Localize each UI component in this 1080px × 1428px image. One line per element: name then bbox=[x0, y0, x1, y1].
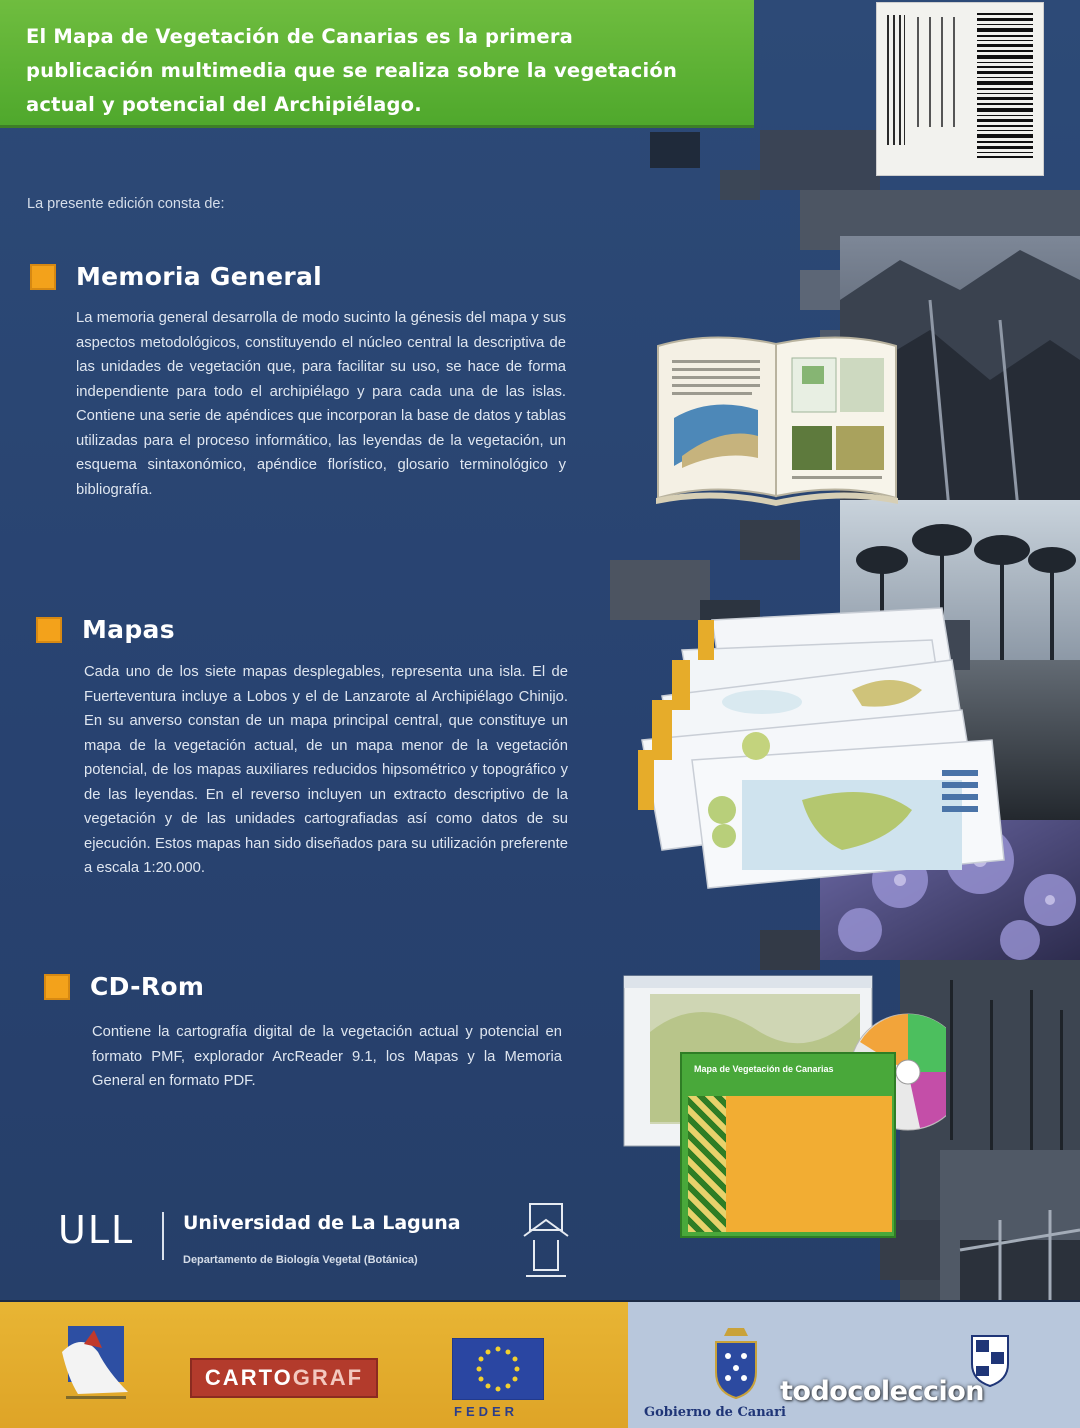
eu-flag-icon bbox=[452, 1338, 544, 1400]
section-memoria-title: Memoria General bbox=[76, 262, 323, 291]
cdrom-box-map bbox=[722, 1096, 892, 1232]
section-cdrom-header bbox=[44, 972, 204, 1001]
section-cdrom-title: CD-Rom bbox=[90, 972, 205, 1001]
headline-line-1: El Mapa de Vegetación de Canarias es la primera bbox=[26, 25, 574, 48]
cdrom-illustration bbox=[620, 972, 946, 1232]
cdrom-box bbox=[680, 1052, 896, 1238]
intro-text: La presente edición consta de: bbox=[27, 196, 225, 212]
barcode-sticker bbox=[876, 2, 1044, 176]
bullet-square-icon bbox=[44, 974, 70, 1000]
maps-illustration bbox=[612, 600, 1007, 890]
ull-divider bbox=[162, 1212, 164, 1260]
ull-department: Departamento de Biología Vegetal (Botánica) bbox=[183, 1254, 418, 1266]
gobierno-label: Gobierno de Canari bbox=[644, 1405, 786, 1420]
ull-name: Universidad de La Laguna bbox=[183, 1212, 461, 1234]
cartograf-logo bbox=[190, 1358, 378, 1398]
section-memoria-header bbox=[30, 262, 322, 291]
headline-banner bbox=[0, 0, 754, 128]
watermark-text: todocoleccion bbox=[780, 1376, 984, 1407]
cartograf-logo-part2: GRAF bbox=[292, 1365, 364, 1390]
coat-of-arms-icon bbox=[706, 1326, 766, 1400]
section-memoria-text: La memoria general desarrolla de modo sucinto la génesis del mapa y sus aspectos metodológicos, constituyendo el núcleo central la descriptiva de las unidades de vegetación que, para facilitar su uso, se hace de forma independiente para todo el archipiélago y para cada una de las islas. Contiene una serie de apéndices que incorporan la base de datos y tablas utilizadas para el proceso informático, las leyendas de la vegetación, un esquema sintaxonómico, apéndice florístico, glosario terminológico y bibliografía. bbox=[76, 310, 566, 498]
cartograf-logo-part1: CARTO bbox=[204, 1365, 293, 1390]
department-logo-icon bbox=[520, 1200, 572, 1280]
section-cdrom-text: Contiene la cartografía digital de la vegetación actual y potencial en formato PMF, explorador ArcReader 9.1, los Mapas y la Memoria General en formato PDF. bbox=[92, 1024, 562, 1089]
feder-label: FEDER bbox=[454, 1404, 519, 1419]
institute-logo-icon bbox=[58, 1322, 134, 1402]
section-mapas-text: Cada uno de los siete mapas desplegables, representa una isla. El de Fuerteventura incluye a Lobos y el de Lanzarote al Archipiélago Chinijo. En su anverso constan de un mapa principal central, que constituye un mapa de la vegetación actual, de un mapa menor de la vegetación potencial, de los mapas auxiliares reducidos hipsométrico y topográfico y de las leyendas. En el reverso incluyen un extracto descriptivo de la vegetación y de las unidades cartografiadas así como datos de su ejecución. Estos mapas han sido diseñados para su utilización preferente a escala 1:20.000. bbox=[84, 664, 568, 876]
headline-line-2: publicación multimedia que se realiza sobre la vegetación bbox=[26, 59, 678, 82]
cdrom-box-pattern bbox=[688, 1096, 726, 1232]
book-illustration bbox=[652, 326, 902, 506]
barcode-icon bbox=[877, 3, 1043, 175]
bullet-square-icon bbox=[30, 264, 56, 290]
bullet-square-icon bbox=[36, 617, 62, 643]
section-mapas-title: Mapas bbox=[82, 615, 175, 644]
section-mapas-header bbox=[36, 615, 175, 644]
cdrom-box-title: Mapa de Vegetación de Canarias bbox=[694, 1064, 834, 1074]
ull-logo: ULL bbox=[58, 1208, 135, 1252]
headline-line-3: actual y potencial del Archipiélago. bbox=[26, 93, 422, 116]
